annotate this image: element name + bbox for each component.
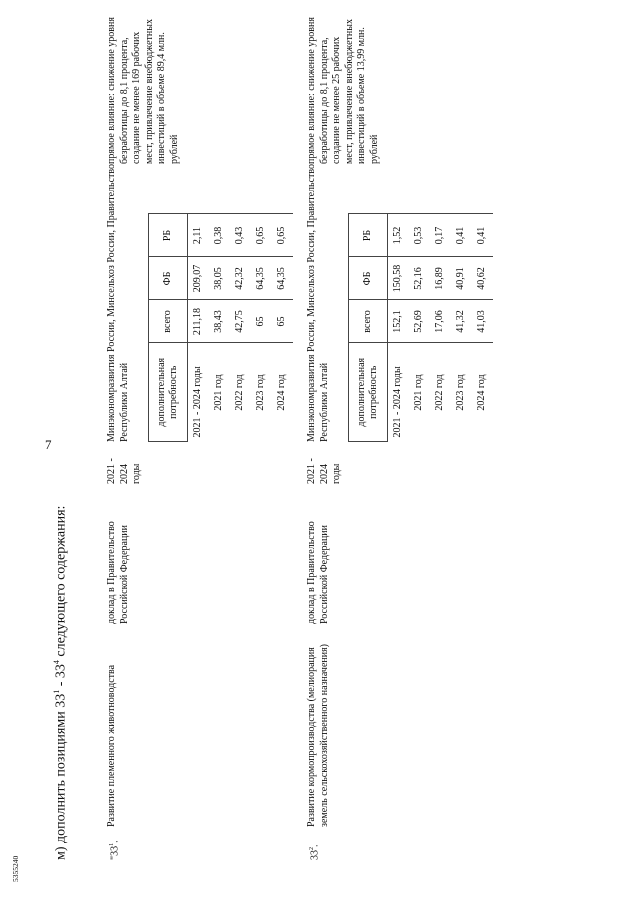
financing-row: 2021 год 52,69 52,16 0,53 [409, 214, 430, 442]
heading-suffix: следующего содержания: [53, 505, 69, 661]
measure-name: Развитие кормопроизводства (мелиорация земель сельскохозяйственного назначения) [306, 643, 330, 827]
header-rb: РБ [149, 214, 188, 257]
executors: Минэкономразвития России, Минсельхоз России, Правительство Республики Алтай [106, 163, 130, 442]
completion-form: доклад в Правительство Российской Федерации [106, 521, 130, 624]
term: 2021 - 2024 годы [106, 458, 142, 484]
completion-form: доклад в Правительство Российской Федерации [306, 521, 330, 624]
position-number: "$33^1$. [109, 840, 121, 860]
page-number: 7 [45, 437, 52, 452]
financing-row: 2023 год 41,32 40,91 0,41 [451, 214, 472, 442]
heading-prefix: м) дополнить позициями 33 [53, 693, 69, 860]
header-total: всего [149, 300, 188, 343]
section-heading [52, 506, 70, 860]
heading-sup-1: 1 [52, 689, 61, 694]
term: 2021 - 2024 годы [306, 458, 342, 484]
header-need: дополнительная потребность [349, 343, 388, 442]
financing-row: 2024 год 65 64,35 0,65 [272, 214, 293, 442]
financing-row: 2023 год 65 64,35 0,65 [251, 214, 272, 442]
heading-sup-4: 4 [52, 660, 61, 665]
position-number: $33^2$. [309, 844, 321, 860]
header-fb: ФБ [349, 257, 388, 300]
header-need: дополнительная потребность [149, 343, 188, 442]
header-rb: РБ [349, 214, 388, 257]
heading-mid: - 33 [53, 664, 69, 690]
executors: Минэкономразвития России, Минсельхоз России, Правительство Республики Алтай [306, 163, 330, 442]
expected-effect: прямое влияние: снижение уровня безработицы до 8,1 процента, создание не менее 169 рабочих мест, привлечение внебюджетных инвестиций в объеме 89,4 млн. рублей [106, 17, 180, 164]
rotated-page-content [52, 17, 612, 860]
financing-row: 2021 - 2024 годы 211,18 209,07 2,11 [188, 214, 210, 442]
header-fb: ФБ [149, 257, 188, 300]
header-total: всего [349, 300, 388, 343]
financing-table [148, 214, 293, 443]
financing-row: 2022 год 17,06 16,89 0,17 [430, 214, 451, 442]
financing-row: 2021 год 38,43 38,05 0,38 [209, 214, 230, 442]
document-id: 5355240 [11, 855, 20, 882]
expected-effect: прямое влияние: снижение уровня безработицы до 8,1 процента, создание не менее 25 рабочих мест, привлечение внебюджетных инвестиций в объеме 13,99 млн. рублей [306, 17, 380, 164]
measure-name: Развитие племенного животноводства [106, 664, 117, 827]
financing-row: 2021 - 2024 годы 152,1 150,58 1,52 [388, 214, 410, 442]
financing-row: 2024 год 41,03 40,62 0,41 [472, 214, 493, 442]
financing-row: 2022 год 42,75 42,32 0,43 [230, 214, 251, 442]
financing-table [348, 214, 493, 443]
